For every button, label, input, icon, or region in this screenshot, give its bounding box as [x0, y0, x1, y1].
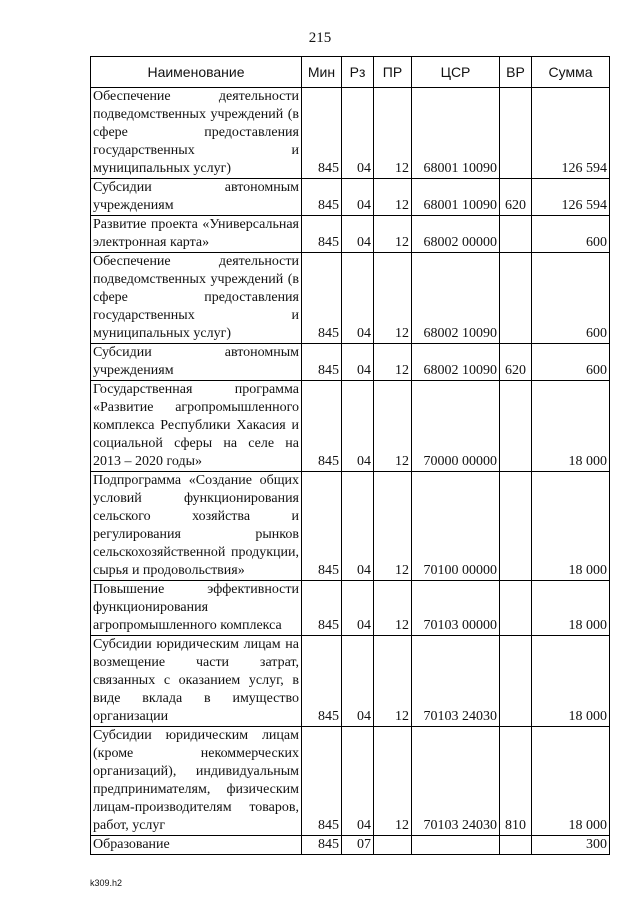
- column-header-sum: Сумма: [532, 57, 610, 88]
- column-header-min: Мин: [302, 57, 342, 88]
- row-csr: 68002 00000: [412, 216, 500, 253]
- row-min: 845: [302, 472, 342, 581]
- row-pr: 12: [374, 472, 412, 581]
- page-number: 215: [308, 30, 332, 46]
- row-sum: 18 000: [532, 581, 610, 636]
- row-csr: 70103 24030: [412, 727, 500, 836]
- row-vr: [500, 381, 532, 472]
- table-row: [91, 472, 610, 581]
- table-row: [91, 381, 610, 472]
- table-row: [91, 179, 610, 216]
- row-rz: 04: [342, 472, 374, 581]
- column-header-rz: Рз: [342, 57, 374, 88]
- row-sum: 18 000: [532, 727, 610, 836]
- row-name: Развитие проекта «Универсальная электронная карта»: [91, 216, 302, 253]
- row-vr: [500, 216, 532, 253]
- row-vr: [500, 581, 532, 636]
- table-row: [91, 216, 610, 253]
- row-min: 845: [302, 381, 342, 472]
- row-rz: 07: [342, 836, 374, 855]
- row-vr: [500, 88, 532, 179]
- row-name: Субсидии автономным учреждениям: [91, 344, 302, 381]
- row-csr: 68001 10090: [412, 88, 500, 179]
- row-rz: 04: [342, 344, 374, 381]
- row-sum: 18 000: [532, 472, 610, 581]
- row-pr: 12: [374, 216, 412, 253]
- row-pr: 12: [374, 636, 412, 727]
- row-pr: 12: [374, 179, 412, 216]
- row-name: Государственная программа «Развитие агропромышленного комплекса Республики Хакасия и социальной сферы на селе на 2013 – 2020 годы»: [91, 381, 302, 472]
- row-vr: [500, 253, 532, 344]
- row-sum: 126 594: [532, 88, 610, 179]
- row-rz: 04: [342, 216, 374, 253]
- row-name: Субсидии юридическим лицам на возмещение части затрат, связанных с оказанием услуг, в виде вклада в имущество организации: [91, 636, 302, 727]
- column-header-csr: ЦСР: [412, 57, 500, 88]
- row-pr: 12: [374, 581, 412, 636]
- table-row: [91, 636, 610, 727]
- row-pr: 12: [374, 253, 412, 344]
- row-min: 845: [302, 636, 342, 727]
- row-rz: 04: [342, 581, 374, 636]
- row-name: Обеспечение деятельности подведомственных учреждений (в сфере предоставления государственных и муниципальных услуг): [91, 253, 302, 344]
- row-csr: 70103 24030: [412, 636, 500, 727]
- row-csr: 70100 00000: [412, 472, 500, 581]
- table-row: [91, 88, 610, 179]
- row-name: Субсидии юридическим лицам (кроме некоммерческих организаций), индивидуальным предпринимателям, физическим лицам-производителям товаров, работ, услуг: [91, 727, 302, 836]
- row-min: 845: [302, 836, 342, 855]
- row-rz: 04: [342, 636, 374, 727]
- row-csr: 68002 10090: [412, 344, 500, 381]
- row-rz: 04: [342, 88, 374, 179]
- row-vr: [500, 472, 532, 581]
- row-min: 845: [302, 727, 342, 836]
- document-code: k309.h2: [90, 878, 123, 888]
- row-min: 845: [302, 179, 342, 216]
- row-vr: [500, 636, 532, 727]
- row-min: 845: [302, 344, 342, 381]
- row-min: 845: [302, 581, 342, 636]
- row-sum: 18 000: [532, 636, 610, 727]
- table-row: [91, 836, 610, 855]
- row-sum: 600: [532, 216, 610, 253]
- budget-table: [90, 56, 610, 855]
- row-rz: 04: [342, 381, 374, 472]
- row-min: 845: [302, 216, 342, 253]
- table-row: [91, 581, 610, 636]
- row-csr: 70000 00000: [412, 381, 500, 472]
- row-name: Образование: [91, 836, 302, 855]
- table-row: [91, 253, 610, 344]
- row-sum: 300: [532, 836, 610, 855]
- row-sum: 600: [532, 253, 610, 344]
- column-header-pr: ПР: [374, 57, 412, 88]
- row-pr: 12: [374, 381, 412, 472]
- row-name: Подпрограмма «Создание общих условий функционирования сельского хозяйства и регулирования рынков сельскохозяйственной продукции, сырья и продовольствия»: [91, 472, 302, 581]
- row-min: 845: [302, 253, 342, 344]
- row-vr: 810: [500, 727, 532, 836]
- row-rz: 04: [342, 253, 374, 344]
- row-pr: 12: [374, 727, 412, 836]
- row-name: Обеспечение деятельности подведомственных учреждений (в сфере предоставления государственных и муниципальных услуг): [91, 88, 302, 179]
- row-name: Повышение эффективности функционирования агропромышленного комплекса: [91, 581, 302, 636]
- row-csr: [412, 836, 500, 855]
- row-sum: 600: [532, 344, 610, 381]
- row-csr: 68002 10090: [412, 253, 500, 344]
- table-row: [91, 727, 610, 836]
- row-pr: [374, 836, 412, 855]
- row-rz: 04: [342, 179, 374, 216]
- column-header-vr: ВР: [500, 57, 532, 88]
- row-pr: 12: [374, 88, 412, 179]
- row-rz: 04: [342, 727, 374, 836]
- row-vr: [500, 836, 532, 855]
- row-pr: 12: [374, 344, 412, 381]
- row-sum: 18 000: [532, 381, 610, 472]
- row-vr: 620: [500, 179, 532, 216]
- row-csr: 68001 10090: [412, 179, 500, 216]
- row-min: 845: [302, 88, 342, 179]
- row-sum: 126 594: [532, 179, 610, 216]
- row-csr: 70103 00000: [412, 581, 500, 636]
- row-name: Субсидии автономным учреждениям: [91, 179, 302, 216]
- column-header-name: Наименование: [91, 57, 302, 88]
- table-row: [91, 344, 610, 381]
- row-vr: 620: [500, 344, 532, 381]
- table-header-row: [91, 57, 610, 88]
